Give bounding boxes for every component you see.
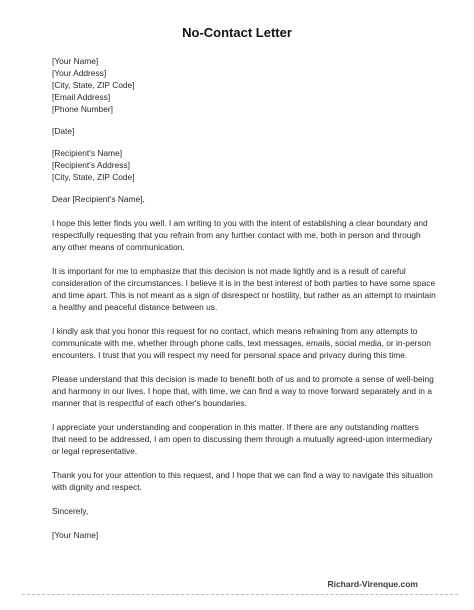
document-title: No-Contact Letter	[182, 25, 292, 40]
sender-phone: [Phone Number]	[52, 104, 113, 114]
paragraph-line: encounters. I trust that you will respect my need for personal space and privacy during this time.	[52, 350, 408, 360]
paragraph-6	[52, 469, 432, 493]
paragraph-line: I appreciate your understanding and cooperation in this matter. If there are any outstanding matters	[52, 422, 419, 432]
paragraph-line: manner that is respectful of each other's boundaries.	[52, 398, 247, 408]
footer-site-link[interactable]: Richard-Virenque.com	[327, 579, 418, 589]
paragraph-line: that need to be addressed, I am open to discussing them through a mutually agreed-upon intermediary	[52, 434, 433, 444]
greeting: Dear [Recipient's Name],	[52, 194, 145, 204]
paragraph-line: and harmony in our lives. I hope that, with time, we can find a way to move forward separately and in a	[52, 386, 432, 396]
letter-body	[52, 55, 436, 541]
sender-city-state-zip: [City, State, ZIP Code]	[52, 80, 135, 90]
letter-date: [Date]	[52, 126, 75, 136]
sender-block	[52, 55, 432, 115]
paragraph-4	[52, 373, 432, 409]
signature-name: [Your Name]	[52, 530, 99, 540]
closing: Sincerely,	[52, 506, 89, 516]
sender-email: [Email Address]	[52, 92, 111, 102]
paragraph-line: with dignity and respect.	[52, 482, 142, 492]
paragraph-line: consideration of the circumstances. I believe it is in the best interest of both parties to have some space	[52, 278, 436, 288]
recipient-address: [Recipient's Address]	[52, 160, 130, 170]
paragraph-3	[52, 325, 432, 361]
sender-name: [Your Name]	[52, 56, 99, 66]
paragraph-line: and time apart. This is not meant as a sign of disrespect or hostility, but rather as an attempt to maintain	[52, 290, 436, 300]
paragraph-line: a healthy and peaceful distance between us.	[52, 302, 218, 312]
paragraph-line: any other means of communication.	[52, 242, 185, 252]
recipient-city-state-zip: [City, State, ZIP Code]	[52, 172, 135, 182]
paragraph-line: I hope this letter finds you well. I am writing to you with the intent of establishing a clear boundary and	[52, 218, 428, 228]
paragraph-line: It is important for me to emphasize that this decision is not made lightly and is a result of careful	[52, 266, 406, 276]
paragraph-2	[52, 265, 436, 313]
recipient-block	[52, 147, 432, 183]
recipient-name: [Recipient's Name]	[52, 148, 123, 158]
sender-address: [Your Address]	[52, 68, 107, 78]
paragraph-line: I kindly ask that you honor this request for no contact, which means refraining from any attempts to	[52, 326, 418, 336]
paragraph-line: Please understand that this decision is made to benefit both of us and to promote a sense of well-being	[52, 374, 434, 384]
paragraph-line: Thank you for your attention to this request, and I hope that we can find a way to navigate this situation	[52, 470, 433, 480]
paragraph-line: or legal representative.	[52, 446, 138, 456]
paragraph-line: communicate with me, whether through phone calls, text messages, emails, social media, or in-person	[52, 338, 431, 348]
footer-divider	[22, 594, 458, 595]
paragraph-line: respectfully requesting that you refrain from any further contact with me, both in person and through	[52, 230, 421, 240]
paragraph-1	[52, 217, 432, 253]
paragraph-5	[52, 421, 432, 457]
